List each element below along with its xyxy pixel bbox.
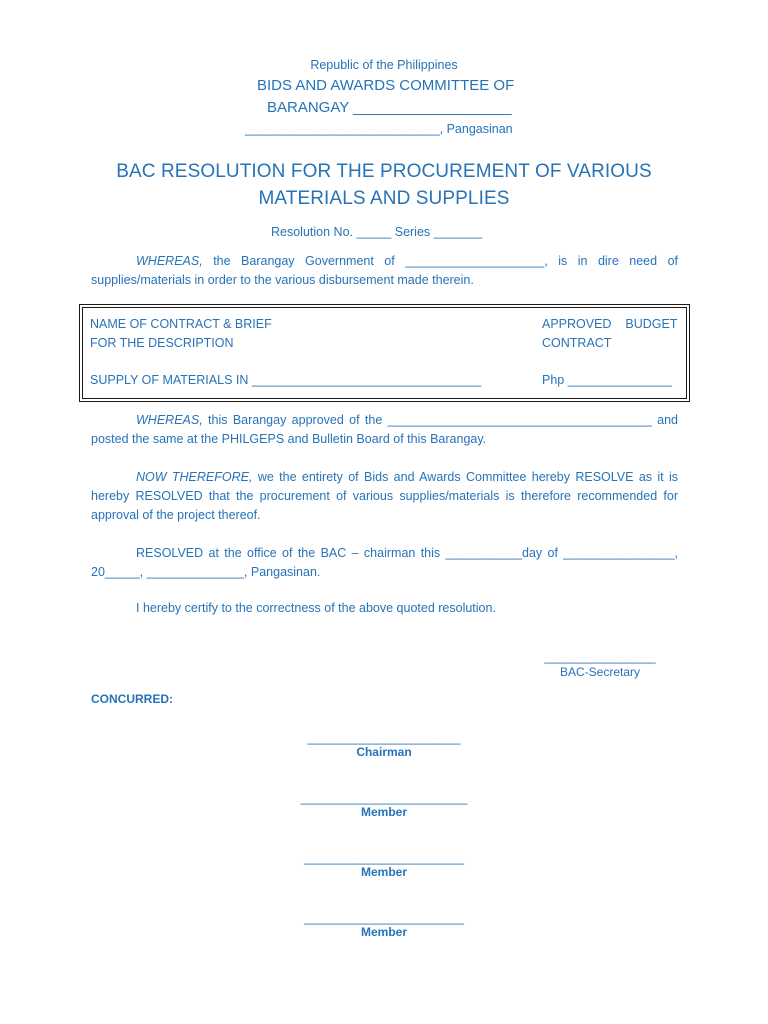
chairman-signature-line: ______________________ [307,731,461,745]
member3-title: Member [360,925,407,939]
whereas-text-1: the Barangay Government of ____________________, is in dire need of supplies/materials in order to the various disbursement made therein. [91,254,678,287]
certify-statement: I hereby certify to the correctness of the above quoted resolution. [136,601,496,615]
resolution-no-blank: _____ [356,225,392,239]
whereas-lead-2: WHEREAS, [136,413,203,427]
whereas-paragraph-1 [91,252,678,290]
now-therefore-paragraph [91,468,678,525]
series-label: Series [394,225,431,239]
whereas-lead-1: WHEREAS, [136,254,203,268]
series-blank: _______ [433,225,483,239]
contract-table [82,307,687,399]
member1-signature-line: ________________________ [300,791,468,805]
member1-title: Member [360,805,407,819]
chairman-title: Chairman [356,745,412,759]
resolution-number-line [271,225,482,239]
whereas-text-2: this Barangay approved of the ______________________________________ and posted the same at the PHILGEPS and Bulletin Board of this Barangay. [91,413,678,446]
header-municipality: ____________________________, Pangasinan [245,122,513,136]
resolved-paragraph: RESOLVED at the office of the BAC – chairman this ___________day of ________________, 20_____, ______________, Pangasinan. [91,546,678,579]
member2-signature-line: _______________________ [304,851,464,865]
document-title-line2: MATERIALS AND SUPPLIES [258,188,510,209]
member2-title: Member [360,865,407,879]
table-row-supply: SUPPLY OF MATERIALS IN _________________________________ [90,373,482,387]
member3-signature-line: _______________________ [304,911,464,925]
amount-blank: _______________ [567,373,673,387]
concurred-label: CONCURRED: [91,692,173,706]
whereas-paragraph-2 [91,411,678,449]
now-therefore-text: we the entirety of Bids and Awards Committee hereby RESOLVE as it is hereby RESOLVED that the procurement of various supplies/materials is therefore recommended for approval of the project thereof. [91,470,678,522]
now-therefore-lead: NOW THEREFORE, [136,470,253,484]
header-barangay: BARANGAY ___________________ [267,99,512,116]
header-republic: Republic of the Philippines [310,58,458,72]
table-row-amount: Php _______________ [542,373,673,387]
secretary-signature-line: ________________ [544,650,656,664]
document-title-line1: BAC RESOLUTION FOR THE PROCUREMENT OF VARIOUS [116,161,652,182]
secretary-title: BAC-Secretary [559,665,641,679]
resolution-no-label: Resolution No. [271,225,353,239]
table-header-name: NAME OF CONTRACT & BRIEF FOR THE DESCRIPTION [90,317,272,350]
table-header-budget: APPROVED BUDGET CONTRACT [542,317,678,350]
header-committee: BIDS AND AWARDS COMMITTEE OF [257,77,515,94]
